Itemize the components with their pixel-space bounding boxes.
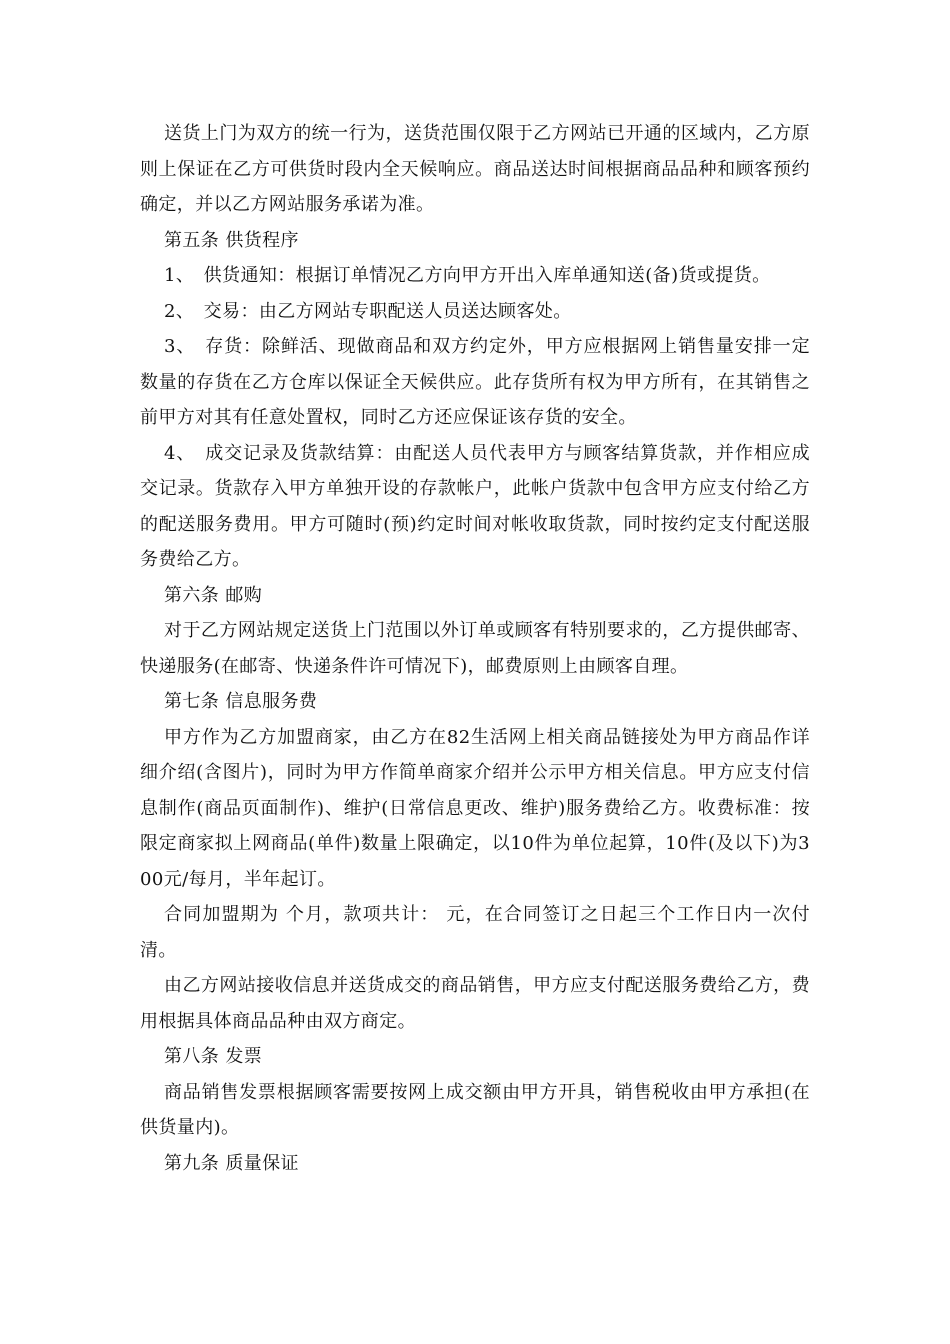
article-6-heading: 第六条 邮购	[164, 584, 263, 606]
term-payment-paragraph: 合同加盟期为 个月，款项共计： 元，在合同签订之日起三个工作日内一次付清。	[140, 904, 810, 961]
delivery-fee-paragraph: 由乙方网站接收信息并送货成交的商品销售，甲方应支付配送服务费给乙方，费用根据具体商品品种由双方商定。	[140, 975, 810, 1032]
article-5-heading: 第五条 供货程序	[164, 229, 299, 251]
article-8-heading: 第八条 发票	[164, 1046, 263, 1067]
supply-item-1: 1、 供货通知：根据订单情况乙方向甲方开出入库单通知送(备)货或提货。	[164, 265, 771, 286]
article-7-heading: 第七条 信息服务费	[164, 691, 318, 712]
supply-item-2: 2、 交易：由乙方网站专职配送人员送达顾客处。	[164, 300, 572, 322]
supply-item-4: 4、 成交记录及货款结算：由配送人员代表甲方与顾客结算货款，并作相应成交记录。货款存入甲方单独开设的存款帐户，此帐户货款中包含甲方应支付给乙方的配送服务费用。甲方可随时(预)约定时间对帐收取货款，同时按约定支付配送服务费给乙方。	[140, 442, 810, 570]
mail-order-paragraph: 对于乙方网站规定送货上门范围以外订单或顾客有特别要求的，乙方提供邮寄、快递服务(在邮寄、快递条件许可情况下)，邮费原则上由顾客自理。	[140, 620, 810, 677]
document-page	[140, 116, 810, 1181]
article-9-heading: 第九条 质量保证	[164, 1152, 299, 1174]
invoice-paragraph: 商品销售发票根据顾客需要按网上成交额由甲方开具，销售税收由甲方承担(在供货量内)。	[140, 1081, 810, 1138]
info-service-paragraph: 甲方作为乙方加盟商家，由乙方在82生活网上相关商品链接处为甲方商品作详细介绍(含图片)，同时为甲方作简单商家介绍并公示甲方相关信息。甲方应支付信息制作(商品页面制作)、维护(日常信息更改、维护)服务费给乙方。收费标准：按限定商家拟上网商品(单件)数量上限确定，以10件为单位起算，10件(及以下)为300元/每月，半年起订。	[140, 726, 810, 890]
supply-item-3: 3、 存货：除鲜活、现做商品和双方约定外，甲方应根据网上销售量安排一定数量的存货在乙方仓库以保证全天候供应。此存货所有权为甲方所有，在其销售之前甲方对其有任意处置权，同时乙方还应保证该存货的安全。	[140, 336, 810, 428]
delivery-scope-paragraph: 送货上门为双方的统一行为，送货范围仅限于乙方网站已开通的区域内，乙方原则上保证在乙方可供货时段内全天候响应。商品送达时间根据商品品种和顾客预约确定，并以乙方网站服务承诺为准。	[140, 123, 810, 215]
